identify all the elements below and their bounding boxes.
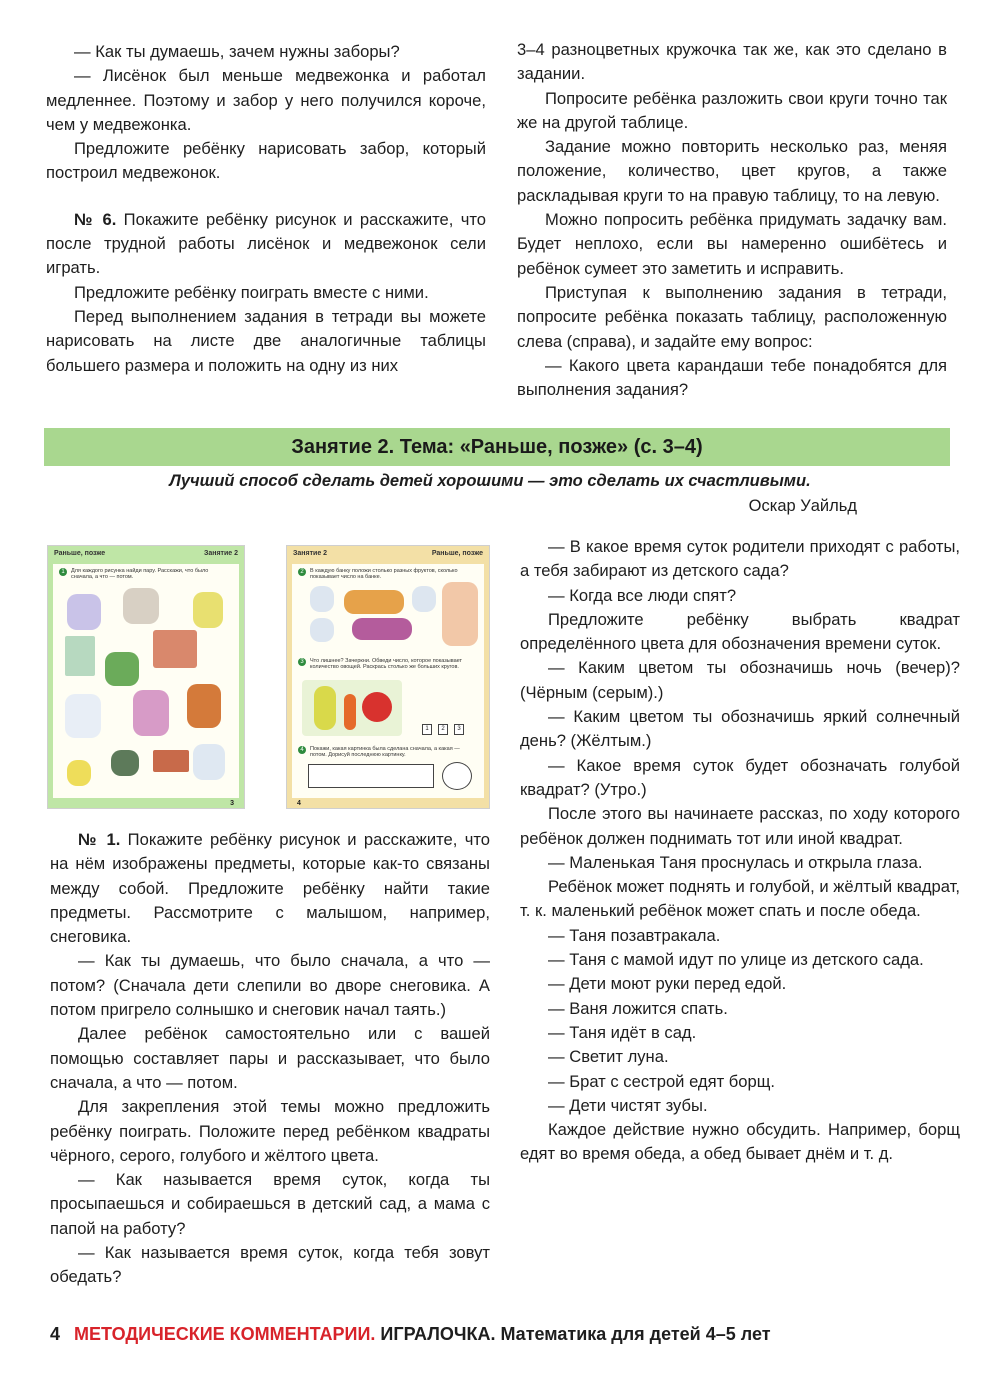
paragraph-text: Покажите ребёнку рисунок и расскажите, что на нём изображены предметы, которые как-то связаны между собой. Предложите ребёнку найти такие предметы. Рассмотрите с малышом, например, снеговика. [50, 830, 490, 947]
paragraph: — Брат с сестрой едят борщ. [548, 1071, 776, 1091]
workbook-page-3-thumbnail [47, 545, 245, 809]
lesson-title-band [44, 428, 950, 466]
chick-small-illustration [67, 760, 91, 786]
page-number: 4 [50, 1324, 61, 1344]
thumb-task-text: Для каждого рисунка найди пару. Расскажи, что было сначала, а что — потом. [71, 568, 209, 580]
paragraph: Предложите ребёнку нарисовать забор, который построил медвежонок. [46, 139, 486, 183]
jar-icon [310, 586, 334, 612]
paragraph: — Таня позавтракала. [548, 925, 721, 945]
top-left-column [46, 40, 486, 378]
paragraph: — Светит луна. [548, 1047, 669, 1067]
paragraph: Попросите ребёнка разложить свои круги точно так же на другой таблице. [517, 88, 947, 132]
tomato-illustration [362, 692, 392, 722]
thumb-lesson: Занятие 2 [203, 550, 238, 557]
paragraph: — Таня идёт в сад. [548, 1022, 697, 1042]
pepper-illustration [314, 686, 336, 730]
paragraph: Приступая к выполнению задания в тетради, попросите ребёнка показать таблицу, расположенную слева (справа), и задайте ему вопрос: [517, 282, 947, 351]
paragraph: — Как называется время суток, когда ты просыпаешься и собираешься в детский сад, а мама с папой на работу? [50, 1170, 490, 1238]
thumb-page-number: 4 [297, 800, 301, 807]
paragraph: 3–4 разноцветных кружочка так же, как это сделано в задании. [517, 40, 947, 84]
number-box: 2 [438, 724, 448, 735]
bottom-right-column [520, 535, 960, 1167]
footer-book-title: ИГРАЛОЧКА. Математика для детей 4–5 лет [380, 1324, 771, 1344]
thumb-task-text: В каждую банку положи столько разных фруктов, сколько показывает число на банке. [310, 568, 458, 580]
workbook-page-4-thumbnail [286, 545, 490, 809]
task-6-label: № 6. [74, 209, 117, 229]
plant-illustration [105, 652, 139, 686]
rooster-illustration [187, 684, 221, 728]
thumb-content [53, 564, 239, 798]
page-footer [50, 1324, 771, 1345]
paragraph: — Дети моют руки перед едой. [548, 974, 787, 994]
doll-illustration [133, 690, 169, 736]
paragraph: — Дети чистят зубы. [548, 1095, 708, 1115]
paragraph: После этого вы начинаете рассказ, по ходу которого ребёнок должен поднимать тот или иной квадрат. [520, 804, 960, 848]
fruits-illustration [344, 590, 404, 614]
jar-icon [310, 618, 334, 642]
easel-illustration [123, 588, 159, 624]
thumb-content [292, 564, 484, 798]
paragraph: — Каким цветом ты обозначишь яркий солнечный день? (Жёлтым.) [520, 707, 960, 751]
epigraph-author: Оскар Уайльд [748, 497, 857, 515]
paragraph: — Маленькая Таня проснулась и открыла глаза. [548, 852, 923, 872]
paragraph: — Как называется время суток, когда тебя зовут обедать? [50, 1243, 490, 1287]
paragraph: — Каким цветом ты обозначишь ночь (вечер)? (Чёрным (серым).) [520, 658, 960, 702]
melting-snowman-illustration [193, 744, 225, 780]
number-box: 3 [454, 724, 464, 735]
paragraph: Далее ребёнок самостоятельно или с вашей помощью составляет пары и рассказывает, что было сначала, а что — потом. [50, 1024, 490, 1092]
fruits-illustration [352, 618, 412, 640]
paragraph: — Ваня ложится спать. [548, 998, 728, 1018]
task-number-badge: 1 [59, 568, 67, 576]
thumb-header [54, 550, 238, 557]
paragraph: — Когда все люди спят? [548, 585, 737, 605]
paragraph-text: Покажите ребёнку рисунок и расскажите, что после трудной работы лисёнок и медвежонок сели играть. [46, 209, 486, 278]
top-right-column [517, 38, 947, 402]
task-number-badge: 4 [298, 746, 306, 754]
thumb-task-text: Что лишнее? Зачеркни. Обведи число, которое показывает количество овощей. Раскрась столько же больших кругов. [310, 658, 463, 670]
thumb-lesson: Занятие 2 [293, 550, 328, 557]
thumb-topic: Раньше, позже [54, 550, 106, 557]
girl-illustration [442, 582, 478, 646]
paragraph: Предложите ребёнку выбрать квадрат определённого цвета для обозначения времени суток. [520, 609, 960, 654]
bottom-left-column [50, 828, 490, 1290]
paragraph: — Какого цвета карандаши тебе понадобятся для выполнения задания? [517, 355, 947, 400]
empty-circle [442, 762, 472, 790]
epigraph: Лучший способ сделать детей хорошими — это сделать их счастливыми. [169, 472, 811, 490]
house-illustration [153, 630, 197, 668]
thumb-task-text: Покажи, какая картинка была сделана сначала, а какая — потом. Дорисуй последнюю картинку. [310, 746, 460, 758]
number-box: 1 [422, 724, 432, 735]
task-1-paragraph [50, 828, 490, 949]
paragraph: Предложите ребёнку поиграть вместе с ними. [74, 282, 429, 302]
thumb-page-number: 3 [230, 800, 234, 807]
task-number-badge: 3 [298, 658, 306, 666]
picture-strip [308, 764, 434, 788]
paragraph: Ребёнок может поднять и голубой, и жёлтый квадрат, т. к. маленький ребёнок может спать и после обеда. [520, 877, 960, 921]
paragraph: Перед выполнением задания в тетради вы можете нарисовать на листе две аналогичные таблицы большего размера и положить на одну из них [46, 306, 486, 375]
girl-illustration [67, 594, 101, 630]
chick-illustration [193, 592, 223, 628]
paragraph: Можно попросить ребёнка придумать задачку вам. Будет неплохо, если вы намеренно ошибётесь и ребёнок сумеет это заметить и исправить. [517, 210, 947, 278]
paragraph: — Лисёнок был меньше медвежонка и работал медленнее. Поэтому и забор у него получился короче, чем у медвежонка. [46, 66, 486, 134]
thumb-topic: Раньше, позже [431, 550, 483, 557]
pot-illustration [111, 750, 139, 776]
carrot-illustration [344, 694, 356, 730]
snowman-illustration [65, 694, 101, 738]
paragraph: Для закрепления этой темы можно предложить ребёнку поиграть. Положите перед ребёнком квадраты чёрного, серого, голубого и жёлтого цвета. [50, 1097, 490, 1165]
bricks-illustration [153, 750, 189, 772]
paragraph: Задание можно повторить несколько раз, меняя положение, количество, цвет кругов, а также раскладывая круги то на правую таблицу, то на левую. [517, 137, 947, 205]
paragraph: Каждое действие нужно обсудить. Например, борщ едят во время обеда, а обед бывает днём и т. д. [520, 1120, 960, 1164]
picture-frame-illustration [65, 636, 95, 676]
task-6-paragraph [46, 208, 486, 281]
task-1-label: № 1. [78, 830, 121, 849]
paragraph: — Как ты думаешь, что было сначала, а что — потом? (Сначала дети слепили во дворе снеговика. А потом пригрело солнышко и снеговик начал таять.) [50, 951, 490, 1020]
footer-section: МЕТОДИЧЕСКИЕ КОММЕНТАРИИ. [74, 1324, 376, 1344]
lesson-title: Занятие 2. Тема: «Раньше, позже» (с. 3–4) [291, 435, 703, 458]
paragraph: — В какое время суток родители приходят с работы, а тебя забирают из детского сада? [520, 537, 960, 581]
paragraph: — Таня с мамой идут по улице из детского сада. [548, 950, 924, 970]
jar-icon [412, 586, 436, 612]
paragraph: — Как ты думаешь, зачем нужны заборы? [74, 42, 400, 61]
paragraph: — Какое время суток будет обозначать голубой квадрат? (Утро.) [520, 755, 960, 799]
thumb-header [293, 550, 483, 557]
task-number-badge: 2 [298, 568, 306, 576]
